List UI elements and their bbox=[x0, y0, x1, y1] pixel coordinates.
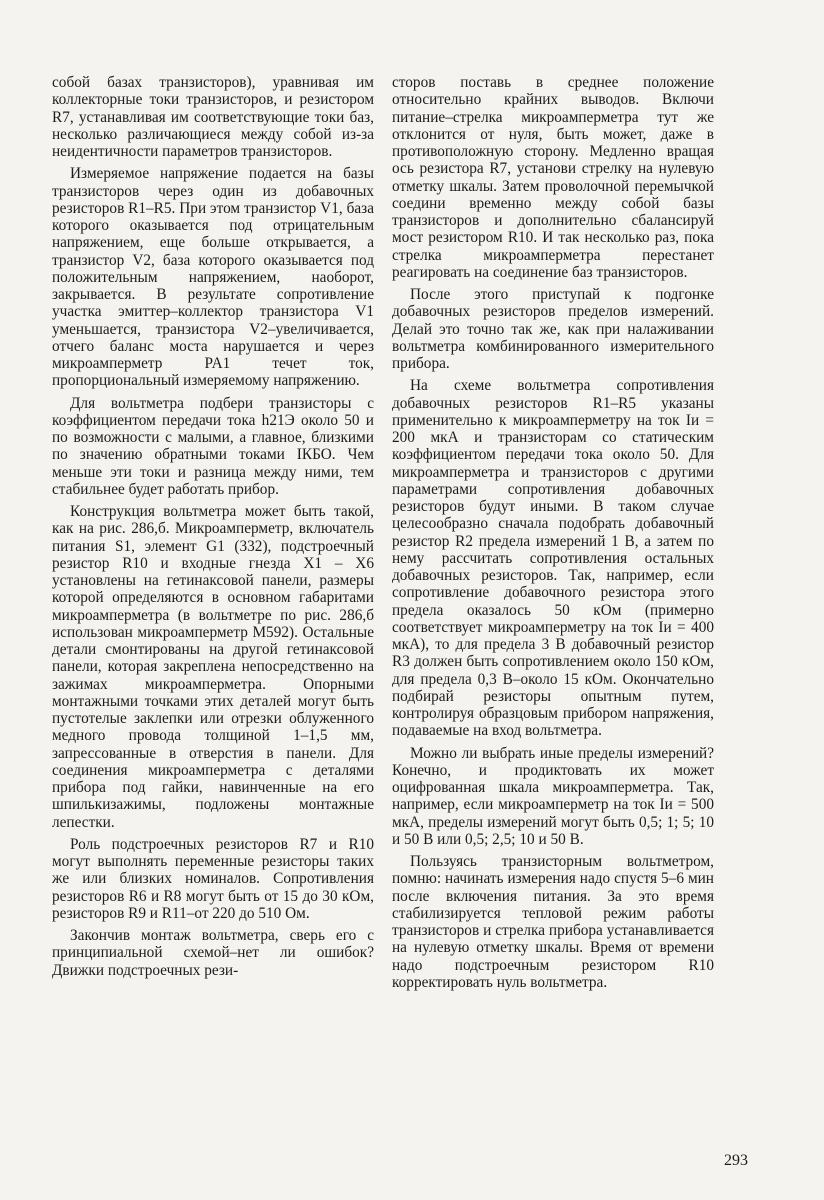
paragraph: Роль подстроечных резисторов R7 и R10 могут выполнять переменные резисторы таких же или близких номиналов. Сопротивления резисторов R6 и R8 могут быть от 15 до 30 кОм, резисторов R9 и R11–от 220 до 510 Ом. bbox=[52, 835, 374, 922]
right-column bbox=[392, 74, 714, 996]
paragraph: Конструкция вольтметра может быть такой, как на рис. 286,б. Микроамперметр, включатель питания S1, элемент G1 (332), подстроечный резистор R10 и входные гнезда X1 – X6 установлены на гетинаксовой панели, размеры которой определяются в основном габаритами микроамперметра (в вольтметре по рис. 286,б использован микроамперметр М592). Остальные детали смонтированы на другой гетинаксовой панели, которая закреплена непосредственно на зажимах микроамперметра. Опорными монтажными точками этих деталей могут быть пустотелые заклепки или отрезки облуженного медного провода толщиной 1–1,5 мм, запрессованные в отверстия в панели. Для соединения микроамперметра с деталями прибора под гайки, навинченные на его шпилькизажимы, подложены монтажные лепестки. bbox=[52, 503, 374, 831]
paragraph: Пользуясь транзисторным вольтметром, помню: начинать измерения надо спустя 5–6 мин после включения питания. За это время стабилизируется тепловой режим работы транзисторов и стрелка прибора устанавливается на нулевую отметку шкалы. Время от времени надо подстроечным резистором R10 корректировать нуль вольтметра. bbox=[392, 853, 714, 991]
paragraph: Закончив монтаж вольтметра, сверь его с принципиальной схемой–нет ли ошибок? Движки подстроечных рези- bbox=[52, 927, 374, 979]
paragraph: Измеряемое напряжение подается на базы транзисторов через один из добавочных резисторов R1–R5. При этом транзистор V1, база которого оказывается под отрицательным напряжением, еще больше открывается, а транзистор V2, база которого оказывается под положительным напряжением, наоборот, закрывается. В результате сопротивление участка эмиттер–коллектор транзистора V1 уменьшается, транзистора V2–увеличивается, отчего баланс моста нарушается и через микроамперметр PA1 течет ток, пропорциональный измеряемому напряжению. bbox=[52, 165, 374, 390]
paragraph: Для вольтметра подбери транзисторы с коэффициентом передачи тока h21Э около 50 и по возможности с малыми, а главное, близкими по значению обратными токами IКБО. Чем меньше эти токи и разница между ними, тем стабильнее будет работать прибор. bbox=[52, 394, 374, 498]
paragraph: На схеме вольтметра сопротивления добавочных резисторов R1–R5 указаны применительно к микроамперметру на ток Iи = 200 мкА и транзисторам со статическим коэффициентом передачи тока около 50. Для микроамперметра и транзисторов с другими параметрами сопротивления добавочных резисторов будут иными. В таком случае целесообразно сначала подобрать добавочный резистор R2 предела измерений 1 В, а затем по нему рассчитать сопротивления остальных добавочных резисторов. Так, например, если сопротивление добавочного резистора этого предела оказалось 50 кОм (примерно соответствует микроамперметру на ток Iи = 400 мкА), то для предела 3 В добавочный резистор R3 должен быть сопротивлением около 150 кОм, для предела 0,3 В–около 15 кОм. Окончательно подбирай резисторы опытным путем, контролируя образцовым прибором напряжения, подаваемые на вход вольтметра. bbox=[392, 377, 714, 740]
paragraph: сторов поставь в среднее положение относительно крайних выводов. Включи питание–стрелка микроамперметра тут же отклонится от нуля, быть может, даже в противоположную сторону. Медленно вращая ось резистора R7, установи стрелку на нулевую отметку шкалы. Затем проволочной перемычкой соедини временно между собой базы транзисторов и дополнительно сбалансируй мост резистором R10. И так несколько раз, пока стрелка микроамперметра перестанет реагировать на соединение баз транзисторов. bbox=[392, 74, 714, 281]
paragraph: собой базах транзисторов), уравнивая им коллекторные токи транзисторов, и резистором R7, устанавливая им соответствующие токи баз, несколько различающиеся между собой из-за неидентичности параметров транзисторов. bbox=[52, 74, 374, 160]
page-number: 293 bbox=[724, 1152, 748, 1169]
paragraph: После этого приступай к подгонке добавочных резисторов пределов измерений. Делай это точно так же, как при налаживании вольтметра комбинированного измерительного прибора. bbox=[392, 286, 714, 372]
left-column bbox=[52, 74, 374, 984]
paragraph: Можно ли выбрать иные пределы измерений? Конечно, и продиктовать их может оцифрованная шкала микроамперметра. Так, например, если микроамперметр на ток Iи = 500 мкА, пределы измерений могут быть 0,5; 1; 5; 10 и 50 В или 0,5; 2,5; 10 и 50 В. bbox=[392, 744, 714, 848]
